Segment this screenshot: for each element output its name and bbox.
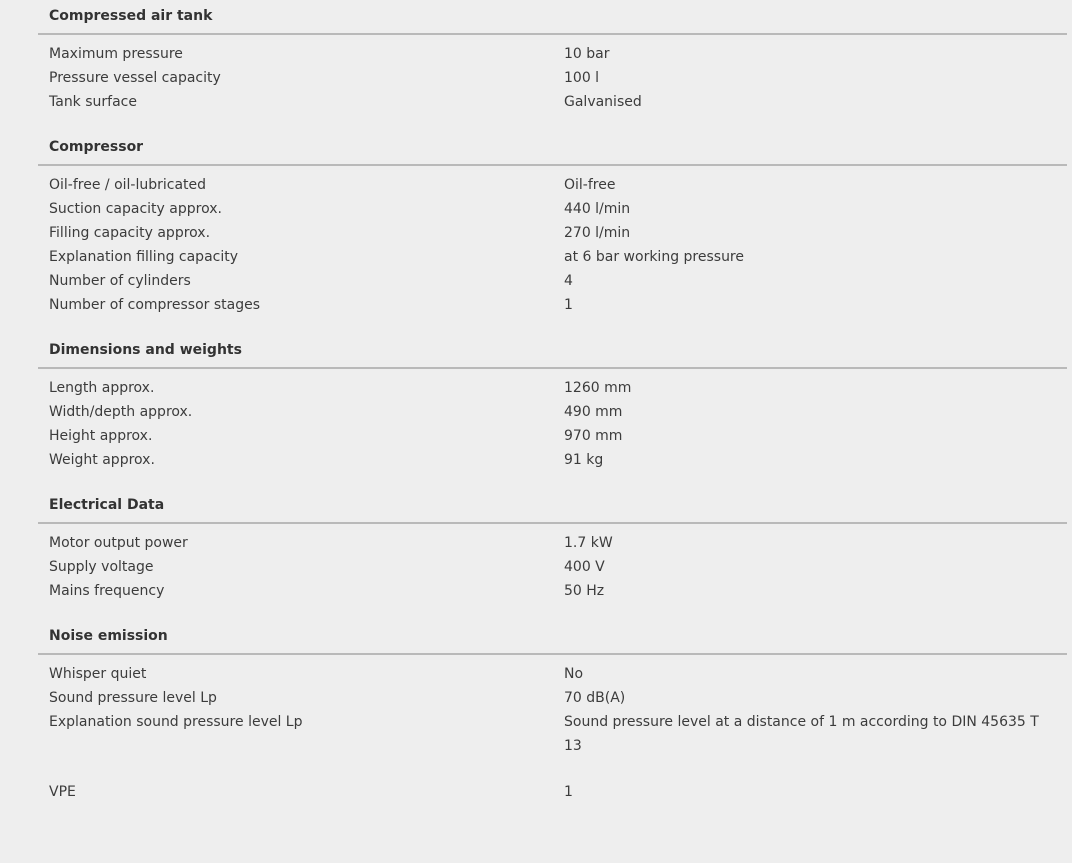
spec-label: Supply voltage — [49, 559, 154, 575]
spec-rows — [38, 524, 1067, 620]
spec-label: Sound pressure level Lp — [49, 690, 217, 706]
spec-row — [38, 710, 1067, 758]
spec-rows — [38, 166, 1067, 334]
spec-rows — [38, 655, 1067, 775]
spec-row — [38, 42, 1067, 66]
spec-row — [38, 245, 1067, 269]
spec-row — [38, 424, 1067, 448]
spec-row — [38, 448, 1067, 472]
spec-label: Oil-free / oil-lubricated — [49, 177, 207, 193]
spec-value: 91 kg — [564, 452, 604, 468]
spec-row — [38, 269, 1067, 293]
spec-value: 1 — [564, 297, 573, 313]
spec-row — [38, 197, 1067, 221]
spec-rows — [38, 369, 1067, 489]
spec-value: 970 mm — [564, 428, 623, 444]
section-electrical-data — [38, 489, 1067, 620]
spec-value: 1.7 kW — [564, 535, 613, 551]
spec-value: 270 l/min — [564, 225, 631, 241]
section-noise-emission — [38, 620, 1067, 775]
spec-label: Explanation filling capacity — [49, 249, 239, 265]
spec-value: at 6 bar working pressure — [564, 249, 744, 265]
spec-label: Maximum pressure — [49, 46, 183, 62]
spec-label: Pressure vessel capacity — [49, 70, 221, 86]
spec-row — [38, 531, 1067, 555]
vpe-label: VPE — [49, 784, 76, 800]
spec-row — [38, 400, 1067, 424]
section-dimensions-and-weights — [38, 334, 1067, 489]
spec-row — [38, 686, 1067, 710]
spec-label: Tank surface — [49, 94, 137, 110]
spec-row — [38, 376, 1067, 400]
spec-rows — [38, 35, 1067, 131]
spec-label: Height approx. — [49, 428, 153, 444]
spec-value: Galvanised — [564, 94, 642, 110]
spec-value: 400 V — [564, 559, 605, 575]
spec-sheet — [38, 0, 1067, 804]
spec-value: 10 bar — [564, 46, 610, 62]
spec-label: Number of compressor stages — [49, 297, 260, 313]
spec-label: Motor output power — [49, 535, 188, 551]
spec-label: Suction capacity approx. — [49, 201, 222, 217]
spec-value: 1260 mm — [564, 380, 632, 396]
vpe-value: 1 — [564, 784, 573, 800]
spec-value: 440 l/min — [564, 201, 631, 217]
spec-value: 4 — [564, 273, 573, 289]
spec-value: 70 dB(A) — [564, 690, 626, 706]
spec-row — [38, 66, 1067, 90]
spec-label: Whisper quiet — [49, 666, 147, 682]
section-title: Electrical Data — [38, 489, 1067, 524]
spec-label: Length approx. — [49, 380, 155, 396]
section-title: Dimensions and weights — [38, 334, 1067, 369]
spec-row — [38, 555, 1067, 579]
spec-value: No — [564, 666, 584, 682]
section-compressed-air-tank — [38, 0, 1067, 131]
spec-label: Mains frequency — [49, 583, 165, 599]
spec-value: 50 Hz — [564, 583, 605, 599]
spec-label: Filling capacity approx. — [49, 225, 211, 241]
spec-value: Oil-free — [564, 177, 616, 193]
section-title: Compressed air tank — [38, 0, 1067, 35]
spec-label: Width/depth approx. — [49, 404, 193, 420]
spec-row — [38, 221, 1067, 245]
spec-value: Sound pressure level at a distance of 1 m according to DIN 45635 T 13 — [564, 714, 1039, 754]
section-compressor — [38, 131, 1067, 334]
section-title: Compressor — [38, 131, 1067, 166]
spec-value: 100 l — [564, 70, 600, 86]
section-title: Noise emission — [38, 620, 1067, 655]
spec-label: Number of cylinders — [49, 273, 191, 289]
spec-row — [38, 579, 1067, 603]
spec-row — [38, 173, 1067, 197]
spec-label: Explanation sound pressure level Lp — [49, 714, 303, 730]
spec-row — [38, 293, 1067, 317]
spec-row — [38, 662, 1067, 686]
spec-label: Weight approx. — [49, 452, 155, 468]
vpe-row — [38, 775, 1067, 804]
spec-value: 490 mm — [564, 404, 623, 420]
spec-row — [38, 90, 1067, 114]
